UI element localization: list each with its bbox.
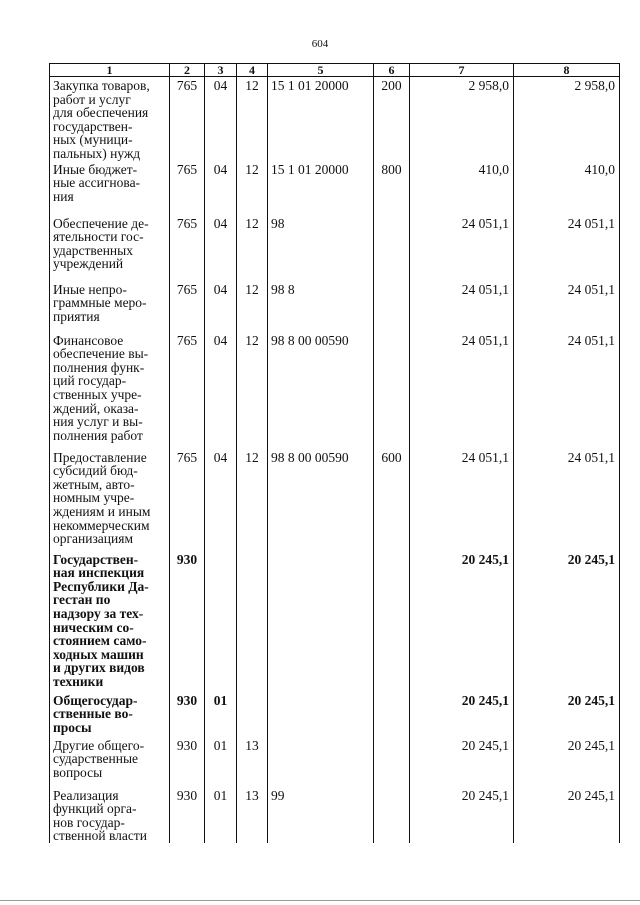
cell-amount-total: 24 051,1: [514, 332, 620, 449]
cell-amount-total: 24 051,1: [514, 449, 620, 551]
cell-expense-type: [374, 737, 410, 787]
cell-expense-type: [374, 281, 410, 332]
cell-subsection: 12: [237, 332, 268, 449]
cell-name: [50, 215, 170, 281]
cell-name: [50, 449, 170, 551]
cell-code: 765: [170, 161, 205, 215]
row-name-text: Предоставление субсидий бюд- жетным, авто- номным учре- ждениям и иным некоммерческим организациям: [53, 449, 151, 547]
cell-target-article: 98: [268, 215, 374, 281]
cell-name: [50, 77, 170, 161]
cell-code: 930: [170, 737, 205, 787]
cell-expense-type: 800: [374, 161, 410, 215]
row-name-text: Обеспечение де- ятельности гос- ударственных учреждений: [53, 215, 149, 272]
cell-target-article: 98 8 00 00590: [268, 332, 374, 449]
column-header-3: 3: [205, 64, 237, 77]
cell-code: 765: [170, 281, 205, 332]
column-header-7: 7: [410, 64, 514, 77]
cell-amount: 24 051,1: [410, 281, 514, 332]
cell-expense-type: [374, 787, 410, 843]
cell-target-article: 99: [268, 787, 374, 843]
cell-amount-total: 24 051,1: [514, 215, 620, 281]
page-bottom-rule: [0, 900, 640, 901]
cell-subsection: 12: [237, 281, 268, 332]
cell-subsection: 12: [237, 77, 268, 161]
cell-expense-type: [374, 551, 410, 692]
cell-amount-total: 20 245,1: [514, 551, 620, 692]
cell-amount: 24 051,1: [410, 332, 514, 449]
page-number: 604: [311, 38, 329, 50]
column-header-6: 6: [374, 64, 410, 77]
table-row: [50, 551, 620, 692]
cell-name: [50, 551, 170, 692]
cell-code: 765: [170, 215, 205, 281]
cell-section: 01: [205, 737, 237, 787]
cell-amount-total: 20 245,1: [514, 737, 620, 787]
cell-subsection: 12: [237, 161, 268, 215]
cell-amount: 20 245,1: [410, 787, 514, 843]
cell-section: 01: [205, 692, 237, 737]
table-row: [50, 332, 620, 449]
cell-subsection: 12: [237, 449, 268, 551]
cell-amount-total: 20 245,1: [514, 692, 620, 737]
cell-code: 930: [170, 551, 205, 692]
column-header-2: 2: [170, 64, 205, 77]
cell-amount: 20 245,1: [410, 551, 514, 692]
cell-amount: 410,0: [410, 161, 514, 215]
cell-section: 04: [205, 332, 237, 449]
cell-code: 765: [170, 332, 205, 449]
table-row: [50, 787, 620, 843]
cell-expense-type: [374, 332, 410, 449]
cell-amount: 24 051,1: [410, 215, 514, 281]
row-name-text: Другие общего- сударственные вопросы: [53, 737, 145, 780]
table-row: [50, 77, 620, 161]
cell-section: [205, 551, 237, 692]
table-row: [50, 692, 620, 737]
column-header-1: 1: [50, 64, 170, 77]
cell-subsection: [237, 551, 268, 692]
cell-amount: 2 958,0: [410, 77, 514, 161]
cell-expense-type: 600: [374, 449, 410, 551]
cell-amount-total: 24 051,1: [514, 281, 620, 332]
cell-section: 04: [205, 449, 237, 551]
row-name-text: Закупка товаров, работ и услуг для обеспечения государствен- ных (муници- пальных) нужд: [53, 78, 150, 161]
cell-code: 930: [170, 787, 205, 843]
cell-section: 04: [205, 215, 237, 281]
cell-subsection: 12: [237, 215, 268, 281]
cell-amount-total: 20 245,1: [514, 787, 620, 843]
cell-section: 01: [205, 787, 237, 843]
cell-name: [50, 281, 170, 332]
cell-section: 04: [205, 161, 237, 215]
budget-table: [49, 63, 620, 843]
table-row: [50, 737, 620, 787]
cell-amount-total: 2 958,0: [514, 77, 620, 161]
column-header-8: 8: [514, 64, 620, 77]
cell-subsection: 13: [237, 737, 268, 787]
table-row: [50, 215, 620, 281]
cell-code: 765: [170, 77, 205, 161]
cell-expense-type: [374, 215, 410, 281]
cell-target-article: [268, 551, 374, 692]
cell-subsection: 13: [237, 787, 268, 843]
cell-amount: 20 245,1: [410, 692, 514, 737]
cell-section: 04: [205, 77, 237, 161]
cell-subsection: [237, 692, 268, 737]
table-row: [50, 281, 620, 332]
cell-name: [50, 787, 170, 843]
cell-target-article: [268, 737, 374, 787]
header-row: [50, 64, 620, 77]
cell-name: [50, 692, 170, 737]
row-name-text: Общегосудар- ственные во- просы: [53, 692, 138, 735]
cell-target-article: 15 1 01 20000: [268, 161, 374, 215]
column-header-4: 4: [237, 64, 268, 77]
row-name-text: Иные бюджет- ные ассигнова- ния: [53, 161, 141, 204]
cell-target-article: 98 8: [268, 281, 374, 332]
table-row: [50, 449, 620, 551]
cell-amount-total: 410,0: [514, 161, 620, 215]
cell-name: [50, 332, 170, 449]
row-name-text: Иные непро- граммные меро- приятия: [53, 281, 147, 324]
cell-target-article: 98 8 00 00590: [268, 449, 374, 551]
row-name-text: Реализация функций орга- нов государ- ственной власти: [53, 787, 148, 843]
cell-expense-type: [374, 692, 410, 737]
row-name-text: Финансовое обеспечение вы- полнения функ- ций государ- ственных учре- ждений, оказа- ния услуг и вы- полнения работ: [53, 332, 149, 443]
cell-target-article: [268, 692, 374, 737]
cell-amount: 20 245,1: [410, 737, 514, 787]
table-row: [50, 161, 620, 215]
cell-code: 930: [170, 692, 205, 737]
cell-section: 04: [205, 281, 237, 332]
column-header-5: 5: [268, 64, 374, 77]
row-name-text: Государствен- ная инспекция Республики Да- гестан по надзору за тех- ническим со- стоянием само- ходных машин и других видов техники: [53, 551, 149, 689]
cell-name: [50, 161, 170, 215]
table-body: [50, 77, 620, 843]
cell-code: 765: [170, 449, 205, 551]
cell-target-article: 15 1 01 20000: [268, 77, 374, 161]
cell-name: [50, 737, 170, 787]
cell-amount: 24 051,1: [410, 449, 514, 551]
cell-expense-type: 200: [374, 77, 410, 161]
